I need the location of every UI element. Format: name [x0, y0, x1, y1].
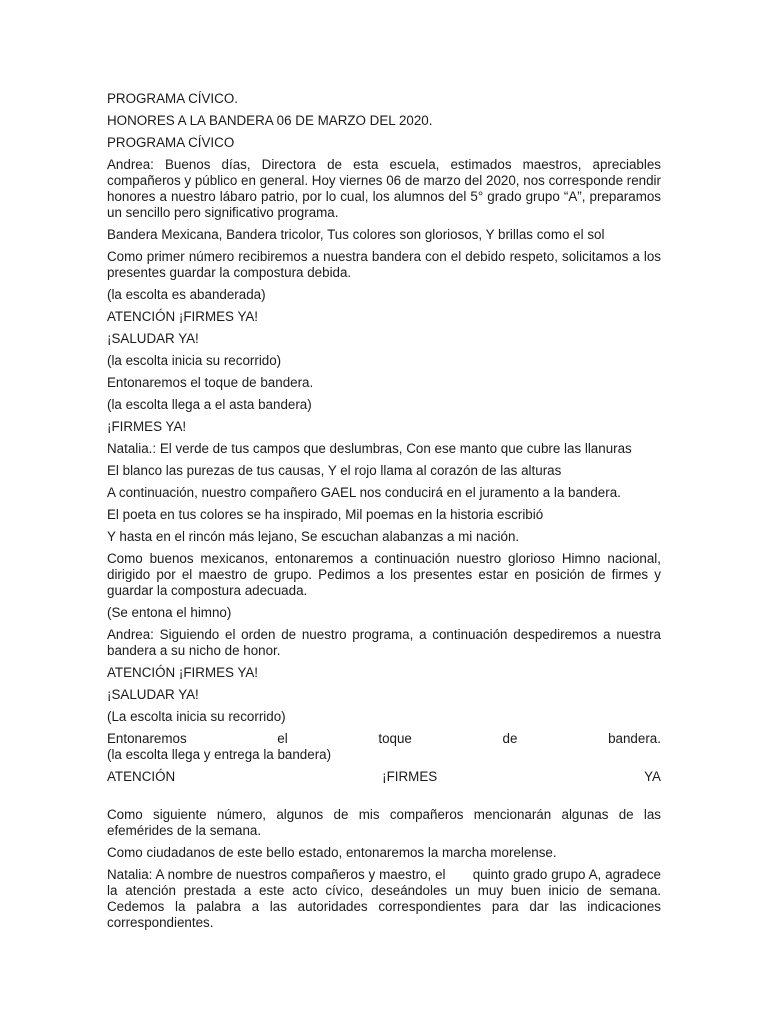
word: de	[502, 731, 518, 746]
paragraph: Como ciudadanos de este bello estado, entonaremos la marcha morelense.	[107, 845, 557, 860]
document-body	[107, 91, 665, 937]
paragraph: Como buenos mexicanos, entonaremos a continuación nuestro glorioso Himno nacional, dirigido por el maestro de grupo. Pedimos a los presentes estar en posición de firmes y guardar la compostura adecuada.	[107, 551, 661, 598]
paragraph: ATENCIÓN ¡FIRMES YA!	[107, 309, 259, 324]
word: toque	[378, 731, 412, 746]
doc-title: PROGRAMA CÍVICO.	[107, 91, 238, 106]
paragraph: Entonaremos el toque de bandera.	[107, 375, 314, 390]
paragraph: El poeta en tus colores se ha inspirado, Mil poemas en la historia escribió	[107, 507, 544, 522]
paragraph: Como siguiente número, algunos de mis compañeros mencionarán algunas de las efemérides de la semana.	[107, 807, 661, 838]
word: ATENCIÓN	[107, 769, 176, 784]
spread-line	[107, 731, 661, 747]
word: YA	[644, 769, 661, 784]
paragraph: El blanco las purezas de tus causas, Y el rojo llama al corazón de las alturas	[107, 463, 562, 478]
paragraph: (Se entona el himno)	[107, 605, 232, 620]
spread-paragraph	[107, 731, 661, 763]
paragraph: Como primer número recibiremos a nuestra bandera con el debido respeto, solicitamos a los presentes guardar la compostura debida.	[107, 249, 661, 280]
blank-line	[107, 791, 661, 807]
paragraph: Natalia.: El verde de tus campos que deslumbras, Con ese manto que cubre las llanuras	[107, 441, 632, 456]
doc-heading: PROGRAMA CÍVICO	[107, 135, 235, 150]
paragraph: (la escolta llega a el asta bandera)	[107, 397, 312, 412]
paragraph: Andrea: Siguiendo el orden de nuestro programa, a continuación despediremos a nuestra bandera a su nicho de honor.	[107, 627, 661, 658]
word: el	[277, 731, 288, 746]
paragraph: ¡FIRMES YA!	[107, 419, 187, 434]
paragraph: Andrea: Buenos días, Directora de esta escuela, estimados maestros, apreciables compañeros y público en general. Hoy viernes 06 de marzo del 2020, nos corresponde rendir honores a nuestro lábaro patrio, por lo cual, los alumnos del 5° grado grupo “A”, preparamos un sencillo pero significativo programa.	[107, 157, 661, 220]
word: Entonaremos	[107, 731, 187, 746]
paragraph: (la escolta inicia su recorrido)	[107, 353, 282, 368]
paragraph: (la escolta es abanderada)	[107, 287, 266, 302]
word: ¡FIRMES	[382, 769, 438, 784]
paragraph: (La escolta inicia su recorrido)	[107, 709, 286, 724]
stage-direction: (la escolta llega y entrega la bandera)	[107, 747, 332, 762]
paragraph: A continuación, nuestro compañero GAEL nos conducirá en el juramento a la bandera.	[107, 485, 621, 500]
paragraph: ¡SALUDAR YA!	[107, 331, 199, 346]
doc-subtitle: HONORES A LA BANDERA 06 DE MARZO DEL 2020.	[107, 113, 433, 128]
paragraph: ATENCIÓN ¡FIRMES YA!	[107, 665, 259, 680]
paragraph: Natalia: A nombre de nuestros compañeros y maestro, el quinto grado grupo A, agradece la atención prestada a este acto cívico, deseándoles un muy buen inicio de semana. Cedemos la palabra a las autoridades correspondientes para dar las indicaciones correspondientes.	[107, 867, 665, 930]
paragraph: ¡SALUDAR YA!	[107, 687, 199, 702]
paragraph: Y hasta en el rincón más lejano, Se escuchan alabanzas a mi nación.	[107, 529, 520, 544]
spread-line	[107, 769, 661, 785]
paragraph: Bandera Mexicana, Bandera tricolor, Tus colores son gloriosos, Y brillas como el sol	[107, 227, 605, 242]
word: bandera.	[608, 731, 661, 746]
